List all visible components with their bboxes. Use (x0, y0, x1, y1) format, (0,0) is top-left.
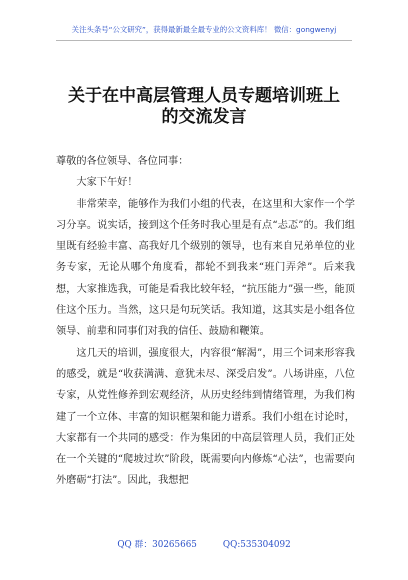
page-footer (0, 537, 408, 550)
greeting: 大家下午好！ (76, 177, 138, 189)
body-paragraph: 这几天的培训，强度很大，内容很“解渴”，用三个词来形容我的感受，就是“收获满满、意犹未尽、深受启发”。八场讲座，八位专家，从党性修养到宏观经济，从历史经纬到情绪管理，为我们构建了一个立体、丰富的知识框架和能力谱系。我们小组在讨论时，大家都有一个共同的感受：作为集团的中高层管理人员，我们正处在一个关键的“爬坡过坎”阶段，既需要向内修炼“心法”，也需要向外磨砺“打法”。因此，我想把 (56, 347, 355, 487)
footer-qq: QQ:535304092 (222, 540, 291, 550)
footer-qq-group: QQ 群：30265665 (117, 540, 197, 550)
document-body (56, 151, 355, 492)
body-paragraph: 非常荣幸，能够作为我们小组的代表，在这里和大家作一个学习分享。说实话，接到这个任务时我心里是有点“忐忑”的。我们组里既有经验丰富、高我好几个级别的领导，也有来自兄弟单位的业务专家，无论从哪个角度看，都轮不到我来“班门弄斧”。后来我想，大家推选我，可能是看我比较年轻，“抗压能力”强一些，能顶住这个压力。当然，这只是句玩笑话。我知道，这其实是小组各位领导、前辈和同事们对我的信任、鼓励和鞭策。 (56, 198, 355, 338)
header-notice: 关注头条号“公文研究”，获得最新最全最专业的公文资料库！ 微信：gongwenyj (71, 25, 337, 34)
document-title-line-1: 关于在中高层管理人员专题培训班上 (68, 86, 340, 106)
page-header (0, 0, 408, 58)
salutation: 尊敬的各位领导、各位同事： (56, 156, 189, 167)
header-divider (56, 40, 352, 41)
document-title-line-2: 的交流发言 (161, 107, 247, 127)
